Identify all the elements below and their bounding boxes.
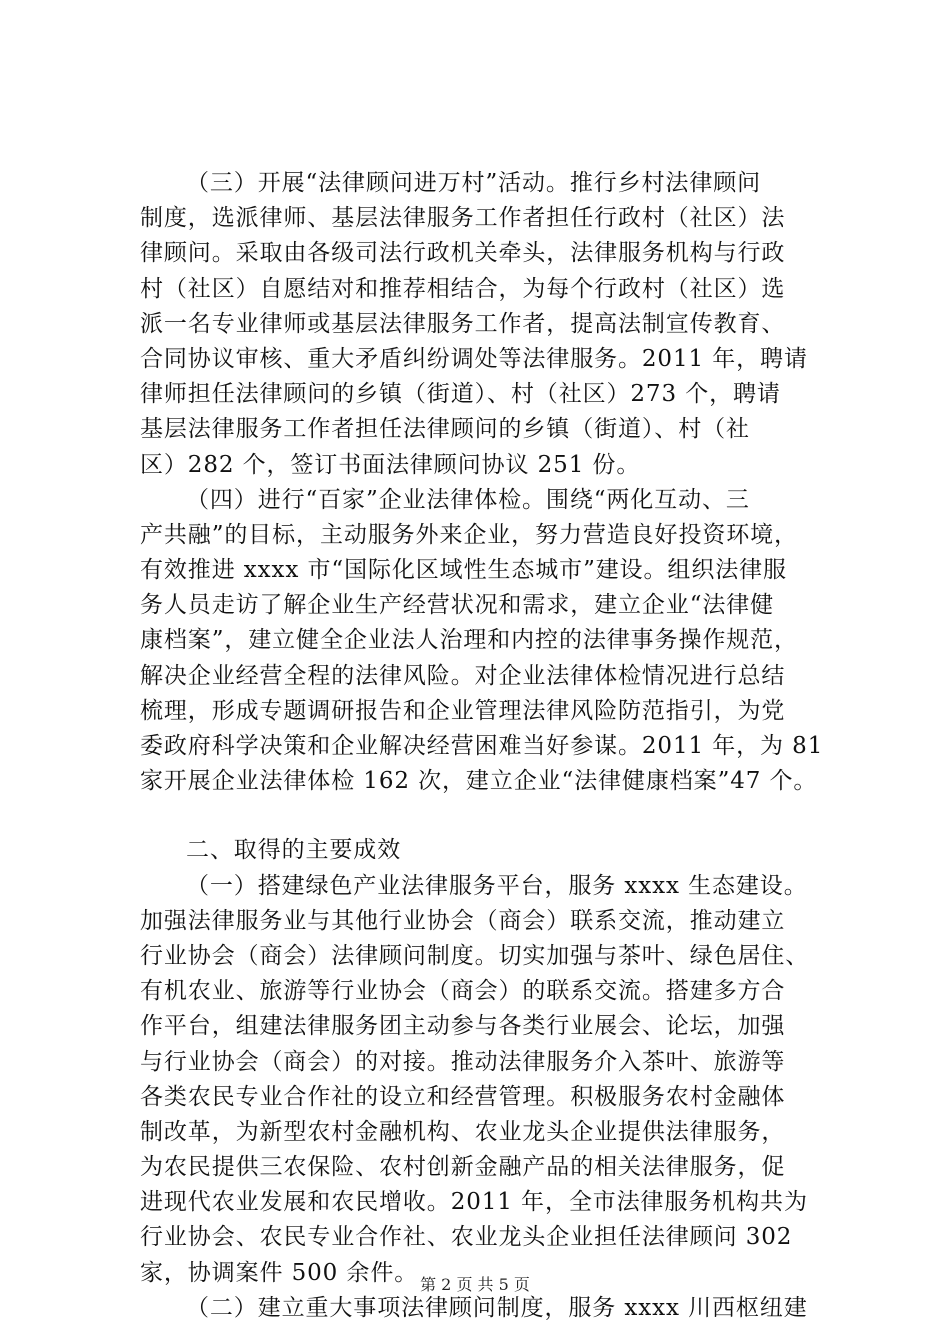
paragraph-line: 解决企业经营全程的法律风险。对企业法律体检情况进行总结	[140, 662, 786, 689]
paragraph-line: 务人员走访了解企业生产经营状况和需求，建立企业“法律健	[140, 592, 775, 619]
paragraph-line: 有机农业、旅游等行业协会（商会）的联系交流。搭建多方合	[140, 978, 786, 1005]
document-body	[140, 166, 830, 1326]
paragraph-line: 派一名专业律师或基层法律服务工作者，提高法制宣传教育、	[140, 310, 786, 337]
paragraph-line: 各类农民专业合作社的设立和经营管理。积极服务农村金融体	[140, 1083, 786, 1110]
heading-line: 二、取得的主要成效	[186, 837, 402, 864]
section-heading	[140, 833, 830, 868]
paragraph-spacer	[140, 799, 830, 833]
paragraph-line: （二）建立重大事项法律顾问制度，服务 xxxx 川西枢纽建	[186, 1294, 808, 1321]
paragraph-line: 进现代农业发展和农民增收。2011 年，全市法律服务机构共为	[140, 1189, 808, 1216]
paragraph-line: 委政府科学决策和企业解决经营困难当好参谋。2011 年，为 81	[140, 733, 824, 759]
page-number-footer: 第 2 页 共 5 页	[420, 1275, 530, 1294]
paragraph-line: 产共融”的目标，主动服务外来企业，努力营造良好投资环境，	[140, 521, 798, 548]
paragraph-line: 行业协会、农民专业合作社、农业龙头企业担任法律顾问 302	[140, 1224, 793, 1251]
paragraph-line: 梳理，形成专题调研报告和企业管理法律风险防范指引，为党	[140, 697, 786, 724]
paragraph-line: 有效推进 xxxx 市“国际化区域性生态城市”建设。组织法律服	[140, 557, 787, 584]
paragraph-line: （四）进行“百家”企业法律体检。围绕“两化互动、三	[186, 486, 750, 513]
paragraph-section-3	[140, 166, 830, 483]
paragraph-line: 加强法律服务业与其他行业协会（商会）联系交流，推动建立	[140, 907, 786, 934]
paragraph-line: 律顾问。采取由各级司法行政机关牵头，法律服务机构与行政	[140, 240, 786, 267]
paragraph-line: 合同协议审核、重大矛盾纠纷调处等法律服务。2011 年，聘请	[140, 345, 808, 372]
paragraph-line: 与行业协会（商会）的对接。推动法律服务介入茶叶、旅游等	[140, 1048, 786, 1075]
paragraph-line: 制度，选派律师、基层法律服务工作者担任行政村（社区）法	[140, 205, 786, 232]
paragraph-line: 律师担任法律顾问的乡镇（街道）、村（社区）273 个，聘请	[140, 381, 781, 408]
paragraph-line: （三）开展“法律顾问进万村”活动。推行乡村法律顾问	[186, 170, 762, 196]
paragraph-line: 区）282 个，签订书面法律顾问协议 251 份。	[140, 451, 641, 478]
paragraph-line: （一）搭建绿色产业法律服务平台，服务 xxxx 生态建设。	[186, 872, 808, 899]
paragraph-line: 作平台，组建法律服务团主动参与各类行业展会、论坛，加强	[140, 1013, 786, 1040]
paragraph-line: 家，协调案件 500 余件。	[140, 1259, 419, 1286]
paragraph-section-4	[140, 483, 830, 800]
paragraph-line: 基层法律服务工作者担任法律顾问的乡镇（街道）、村（社	[140, 416, 750, 443]
paragraph-line: 康档案”，建立健全企业法人治理和内控的法律事务操作规范，	[140, 627, 798, 654]
paragraph-achievement-2	[140, 1291, 830, 1326]
paragraph-line: 制改革，为新型农村金融机构、农业龙头企业提供法律服务，	[140, 1118, 786, 1145]
paragraph-line: 村（社区）自愿结对和推荐相结合，为每个行政村（社区）选	[140, 275, 786, 302]
paragraph-line: 行业协会（商会）法律顾问制度。切实加强与茶叶、绿色居住、	[140, 942, 810, 969]
paragraph-line: 家开展企业法律体检 162 次，建立企业“法律健康档案”47 个。	[140, 768, 818, 795]
paragraph-line: 为农民提供三农保险、农村创新金融产品的相关法律服务，促	[140, 1154, 786, 1181]
paragraph-achievement-1	[140, 869, 830, 1291]
